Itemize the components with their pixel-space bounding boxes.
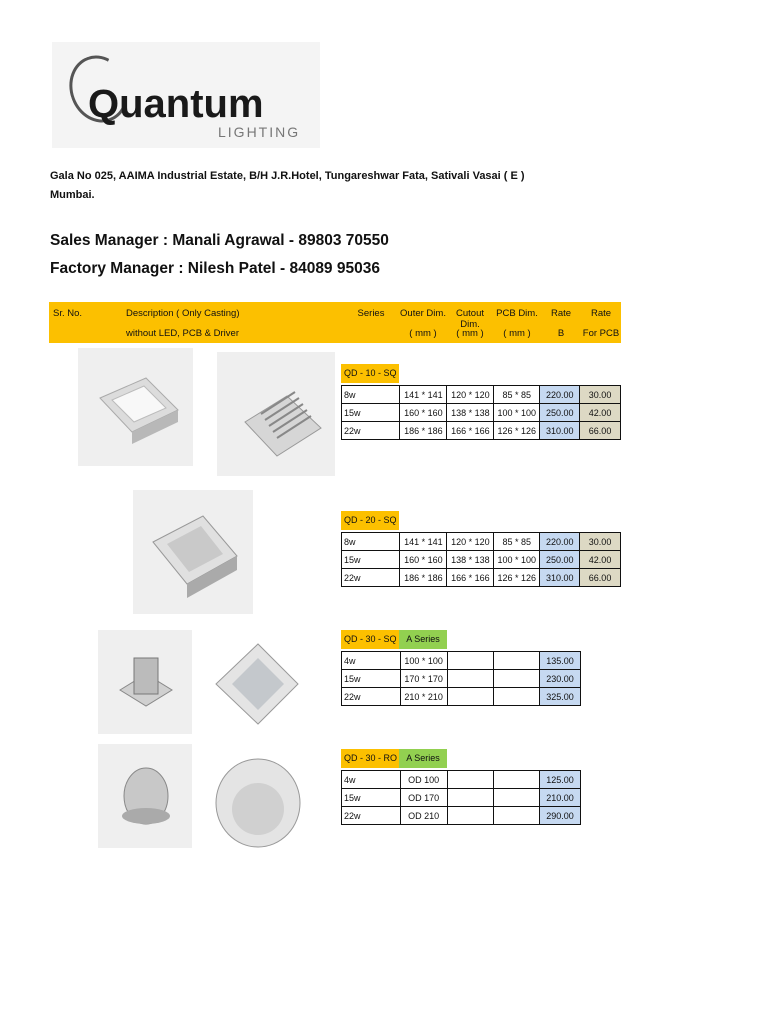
a-series-tag-qd30-sq: A Series — [399, 630, 447, 649]
table-row: 15w 160 * 160 138 * 138 100 * 100 250.00 42.00 — [342, 404, 621, 422]
product-image-qd30-sq-heatsink — [98, 630, 192, 734]
sales-manager: Sales Manager : Manali Agrawal - 89803 70550 — [50, 232, 389, 249]
header-pcb-dim: PCB Dim. — [496, 308, 538, 319]
header-series: Series — [357, 308, 385, 319]
series-tag-qd20: QD - 20 - SQ — [341, 511, 399, 530]
product-image-qd10-front — [78, 348, 193, 466]
table-row: 22w OD 210 290.00 — [342, 807, 581, 825]
spec-table-qd10 — [341, 385, 621, 440]
header-rate-pcb: Rate — [590, 308, 612, 319]
spec-table-qd30-ro — [341, 770, 581, 825]
header-outer-dim: Outer Dim. — [400, 308, 446, 319]
address-line-1: Gala No 025, AAIMA Industrial Estate, B/H J.R.Hotel, Tungareshwar Fata, Sativali Vasai ( E ) — [50, 170, 525, 182]
table-row: 4w 100 * 100 135.00 — [342, 652, 581, 670]
header-pcb-unit: ( mm ) — [503, 328, 531, 339]
a-series-tag-qd30-ro: A Series — [399, 749, 447, 768]
header-description: Description ( Only Casting) — [126, 308, 240, 319]
address-line-2: Mumbai. — [50, 189, 95, 201]
factory-manager: Factory Manager : Nilesh Patel - 84089 95036 — [50, 260, 380, 277]
header-cutout-dim: Cutout Dim. — [456, 308, 484, 330]
header-cutout-unit: ( mm ) — [456, 328, 484, 339]
header-sr-no: Sr. No. — [53, 308, 83, 319]
header-rate-pcb-note: For PCB — [582, 328, 620, 339]
product-image-qd20 — [133, 490, 253, 614]
spec-table-qd20 — [341, 532, 621, 587]
table-row: 15w 160 * 160 138 * 138 100 * 100 250.00 42.00 — [342, 551, 621, 569]
product-image-qd30-ro — [210, 745, 304, 855]
table-row: 8w 141 * 141 120 * 120 85 * 85 220.00 30.00 — [342, 386, 621, 404]
series-tag-qd30-sq: QD - 30 - SQ — [341, 630, 399, 649]
series-tag-qd10: QD - 10 - SQ — [341, 364, 399, 383]
product-image-qd30-ro-heatsink — [98, 744, 192, 848]
header-description-note: without LED, PCB & Driver — [126, 328, 239, 339]
logo-wordmark: Quantum — [88, 82, 264, 126]
table-row: 22w 210 * 210 325.00 — [342, 688, 581, 706]
table-row: 22w 186 * 186 166 * 166 126 * 126 310.00 66.00 — [342, 422, 621, 440]
table-row: 15w OD 170 210.00 — [342, 789, 581, 807]
table-row: 15w 170 * 170 230.00 — [342, 670, 581, 688]
series-tag-qd30-ro: QD - 30 - RO — [341, 749, 399, 768]
table-row: 8w 141 * 141 120 * 120 85 * 85 220.00 30.00 — [342, 533, 621, 551]
table-header — [49, 302, 621, 343]
logo-tagline: LIGHTING — [218, 124, 301, 140]
header-rate-b: B — [557, 328, 565, 339]
spec-table-qd30-sq — [341, 651, 581, 706]
header-outer-unit: ( mm ) — [409, 328, 437, 339]
product-image-qd10-back — [217, 352, 335, 476]
table-row: 4w OD 100 125.00 — [342, 771, 581, 789]
header-rate: Rate — [550, 308, 572, 319]
table-row: 22w 186 * 186 166 * 166 126 * 126 310.00 66.00 — [342, 569, 621, 587]
product-image-qd30-sq — [208, 628, 302, 738]
